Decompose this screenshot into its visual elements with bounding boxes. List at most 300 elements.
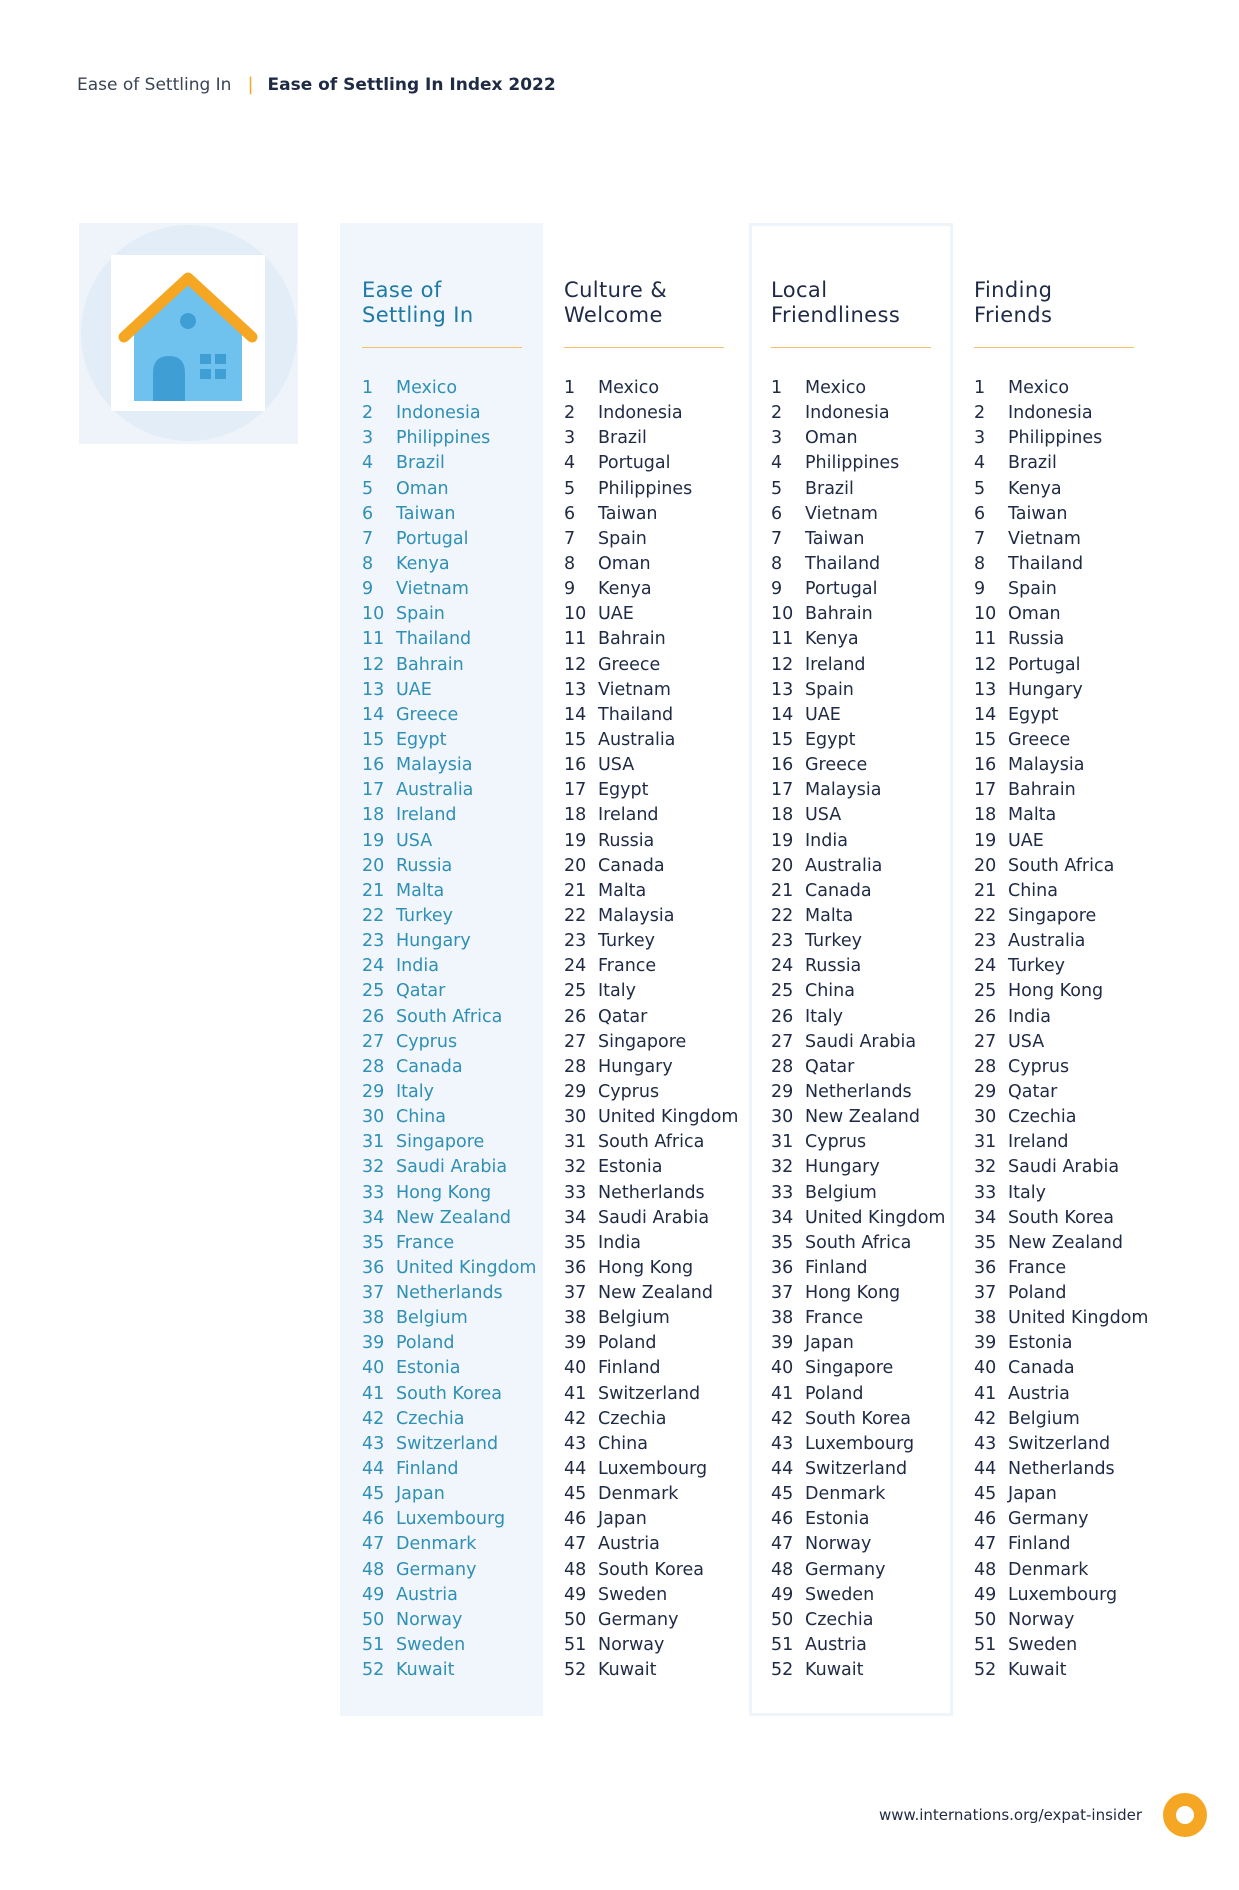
list-item [771, 451, 951, 476]
rank-number: 22 [564, 905, 587, 926]
divider [362, 347, 522, 348]
list-item [771, 1080, 951, 1105]
rank-number: 1 [771, 378, 783, 398]
country-name: Switzerland [805, 1459, 908, 1480]
list-item [974, 502, 1154, 527]
country-name: Turkey [396, 905, 453, 926]
country-name: UAE [598, 604, 634, 625]
rank-number: 49 [771, 1584, 794, 1605]
rank-number: 44 [771, 1459, 794, 1480]
country-name: Austria [598, 1534, 660, 1555]
list-item [771, 929, 951, 954]
country-name: Hong Kong [805, 1283, 901, 1304]
rank-number: 46 [771, 1509, 794, 1530]
rank-number: 20 [974, 855, 997, 876]
country-name: Belgium [598, 1308, 670, 1329]
country-name: Italy [805, 1006, 843, 1027]
country-name: Finland [598, 1358, 661, 1379]
country-name: Thailand [598, 704, 674, 725]
rank-number: 43 [564, 1433, 587, 1454]
rank-number: 8 [974, 553, 986, 574]
country-name: Thailand [805, 553, 881, 574]
country-name: Russia [598, 830, 655, 851]
rank-number: 25 [362, 981, 385, 1002]
list-item [974, 879, 1154, 904]
list-item [564, 1256, 744, 1281]
rank-number: 47 [362, 1534, 385, 1555]
country-name: Taiwan [396, 503, 456, 524]
country-name: Czechia [396, 1408, 465, 1429]
rank-number: 12 [974, 654, 997, 675]
country-name: Kenya [805, 629, 859, 650]
country-name: Belgium [805, 1182, 877, 1203]
country-name: Australia [1008, 931, 1086, 952]
country-name: Italy [396, 1081, 434, 1102]
list-item [771, 678, 951, 703]
ranking-list [771, 376, 951, 1683]
country-name: South Africa [805, 1232, 912, 1253]
list-item [362, 1306, 542, 1331]
list-item [362, 1231, 542, 1256]
rank-number: 12 [564, 654, 587, 675]
list-item [974, 904, 1154, 929]
rank-number: 3 [564, 428, 576, 449]
rank-number: 21 [564, 880, 587, 901]
rank-number: 35 [564, 1232, 587, 1253]
rank-number: 5 [771, 478, 783, 499]
list-item [362, 954, 542, 979]
rank-number: 13 [362, 679, 385, 700]
rank-number: 42 [362, 1408, 385, 1429]
list-item [564, 1206, 744, 1231]
list-item [974, 376, 1154, 401]
list-item [771, 1482, 951, 1507]
list-item [771, 1457, 951, 1482]
rank-number: 30 [564, 1107, 587, 1128]
internations-logo-icon [1162, 1792, 1208, 1838]
column-title: Local Friendliness [771, 278, 901, 327]
country-name: Hungary [1008, 679, 1083, 700]
list-item [771, 1558, 951, 1583]
rank-number: 1 [564, 378, 576, 398]
country-name: Poland [1008, 1283, 1067, 1304]
list-item [564, 552, 744, 577]
list-item [974, 602, 1154, 627]
rank-number: 11 [974, 629, 997, 650]
list-item [362, 979, 542, 1004]
rank-number: 37 [362, 1283, 385, 1304]
country-name: India [805, 830, 848, 851]
rank-number: 34 [362, 1207, 385, 1228]
rank-number: 36 [362, 1257, 385, 1278]
divider [564, 347, 724, 348]
list-item [974, 1608, 1154, 1633]
list-item [974, 1482, 1154, 1507]
country-name: Netherlands [598, 1182, 705, 1203]
list-item [974, 753, 1154, 778]
list-item [771, 627, 951, 652]
country-name: Finland [1008, 1534, 1071, 1555]
country-name: Egypt [598, 780, 649, 801]
rank-number: 41 [362, 1383, 385, 1404]
list-item [974, 1080, 1154, 1105]
rank-number: 6 [362, 503, 374, 524]
country-name: Poland [805, 1383, 864, 1404]
list-item [771, 1432, 951, 1457]
list-item [362, 1356, 542, 1381]
country-name: Portugal [805, 579, 878, 600]
rank-number: 24 [362, 956, 385, 977]
list-item [362, 502, 542, 527]
rank-number: 40 [974, 1358, 997, 1379]
list-item [564, 954, 744, 979]
rank-number: 28 [974, 1056, 997, 1077]
rank-number: 39 [974, 1333, 997, 1354]
list-item [974, 1407, 1154, 1432]
list-item [974, 552, 1154, 577]
rank-number: 4 [564, 453, 576, 474]
rank-number: 27 [362, 1031, 385, 1052]
rank-number: 23 [564, 931, 587, 952]
rank-number: 43 [362, 1433, 385, 1454]
list-item [362, 1658, 542, 1683]
column-title: Culture & Welcome [564, 278, 668, 327]
country-name: Germany [396, 1559, 477, 1580]
country-name: Vietnam [1008, 528, 1081, 549]
rank-number: 2 [771, 403, 783, 424]
list-item [564, 703, 744, 728]
rank-number: 3 [974, 428, 986, 449]
country-name: Germany [1008, 1509, 1089, 1530]
rank-number: 36 [564, 1257, 587, 1278]
rank-number: 47 [974, 1534, 997, 1555]
list-item [564, 1558, 744, 1583]
list-item [362, 602, 542, 627]
country-name: Brazil [396, 453, 445, 474]
list-item [974, 1281, 1154, 1306]
list-item [564, 401, 744, 426]
rank-number: 47 [771, 1534, 794, 1555]
rank-number: 11 [771, 629, 794, 650]
list-item [564, 1155, 744, 1180]
rank-number: 29 [564, 1081, 587, 1102]
list-item [771, 1532, 951, 1557]
country-name: Hungary [598, 1056, 673, 1077]
list-item [771, 1633, 951, 1658]
country-name: Belgium [396, 1308, 468, 1329]
rank-number: 9 [771, 579, 783, 600]
list-item [362, 1382, 542, 1407]
country-name: Cyprus [805, 1132, 867, 1153]
list-item [564, 426, 744, 451]
rank-number: 27 [771, 1031, 794, 1052]
rank-number: 33 [362, 1182, 385, 1203]
country-name: United Kingdom [1008, 1308, 1149, 1329]
country-name: Poland [396, 1333, 455, 1354]
list-item [362, 1331, 542, 1356]
country-name: Singapore [396, 1132, 485, 1153]
list-item [771, 1382, 951, 1407]
country-name: Bahrain [396, 654, 464, 675]
country-name: China [805, 981, 855, 1002]
country-name: Hungary [805, 1157, 880, 1178]
list-item [564, 1407, 744, 1432]
rank-number: 29 [362, 1081, 385, 1102]
country-name: Indonesia [396, 403, 481, 424]
rank-number: 35 [974, 1232, 997, 1253]
country-name: Netherlands [1008, 1459, 1115, 1480]
list-item [564, 778, 744, 803]
list-item [974, 803, 1154, 828]
country-name: Czechia [598, 1408, 667, 1429]
list-item [771, 477, 951, 502]
country-name: Canada [1008, 1358, 1075, 1379]
rank-number: 9 [974, 579, 986, 600]
list-item [564, 1356, 744, 1381]
country-name: Canada [598, 855, 665, 876]
list-item [771, 426, 951, 451]
list-item [564, 1181, 744, 1206]
list-item [362, 577, 542, 602]
country-name: South Africa [1008, 855, 1115, 876]
rank-number: 24 [771, 956, 794, 977]
list-item [564, 728, 744, 753]
list-item [974, 1356, 1154, 1381]
rank-number: 22 [771, 905, 794, 926]
rank-number: 36 [974, 1257, 997, 1278]
rank-number: 30 [974, 1107, 997, 1128]
list-item [974, 653, 1154, 678]
country-name: Luxembourg [805, 1433, 915, 1454]
country-name: Japan [396, 1484, 445, 1505]
country-name: Denmark [1008, 1559, 1089, 1580]
breadcrumb [77, 74, 556, 95]
list-item [974, 426, 1154, 451]
rank-number: 41 [771, 1383, 794, 1404]
footer-url[interactable]: www.internations.org/expat-insider [879, 1806, 1142, 1824]
country-name: Russia [396, 855, 453, 876]
list-item [564, 1331, 744, 1356]
country-name: South Africa [598, 1132, 705, 1153]
country-name: Singapore [805, 1358, 894, 1379]
country-name: Austria [396, 1584, 458, 1605]
country-name: UAE [805, 704, 841, 725]
list-item [974, 627, 1154, 652]
list-item [564, 1231, 744, 1256]
rank-number: 46 [362, 1509, 385, 1530]
country-name: Hungary [396, 931, 471, 952]
country-name: Taiwan [1008, 503, 1068, 524]
list-item [974, 1633, 1154, 1658]
country-name: Vietnam [396, 579, 469, 600]
list-item [974, 451, 1154, 476]
country-name: Hong Kong [598, 1257, 694, 1278]
list-item [974, 929, 1154, 954]
list-item [974, 1382, 1154, 1407]
list-item [771, 552, 951, 577]
rank-number: 50 [974, 1609, 997, 1630]
list-item [974, 1181, 1154, 1206]
rank-number: 6 [771, 503, 783, 524]
country-name: Switzerland [1008, 1433, 1111, 1454]
list-item [564, 1005, 744, 1030]
list-item [974, 1206, 1154, 1231]
rank-number: 26 [771, 1006, 794, 1027]
country-name: Estonia [1008, 1333, 1073, 1354]
rank-number: 11 [362, 629, 385, 650]
country-name: Poland [598, 1333, 657, 1354]
rank-number: 29 [974, 1081, 997, 1102]
column-title: Finding Friends [974, 278, 1053, 327]
rank-number: 45 [974, 1484, 997, 1505]
list-item [771, 1608, 951, 1633]
list-item [771, 1206, 951, 1231]
rank-number: 14 [362, 704, 385, 725]
rank-number: 13 [564, 679, 587, 700]
country-name: Oman [805, 428, 858, 449]
rank-number: 3 [362, 428, 374, 449]
rank-number: 18 [362, 805, 385, 826]
country-name: Saudi Arabia [598, 1207, 710, 1228]
country-name: Luxembourg [1008, 1584, 1118, 1605]
country-name: New Zealand [1008, 1232, 1123, 1253]
country-name: Finland [396, 1459, 459, 1480]
list-item [974, 401, 1154, 426]
rank-number: 31 [564, 1132, 587, 1153]
rank-number: 52 [362, 1660, 385, 1681]
rank-number: 34 [564, 1207, 587, 1228]
list-item [771, 1507, 951, 1532]
country-name: China [1008, 880, 1058, 901]
country-name: Cyprus [396, 1031, 458, 1052]
rank-number: 18 [974, 805, 997, 826]
country-name: South Korea [396, 1383, 503, 1404]
list-item [974, 1130, 1154, 1155]
list-item [974, 1532, 1154, 1557]
country-name: Oman [598, 553, 651, 574]
rank-number: 17 [974, 780, 997, 801]
rank-number: 10 [362, 604, 385, 625]
rank-number: 48 [564, 1559, 587, 1580]
rank-number: 52 [771, 1660, 794, 1681]
country-name: Kenya [598, 579, 652, 600]
rank-number: 13 [771, 679, 794, 700]
rank-number: 51 [564, 1635, 587, 1656]
list-item [564, 502, 744, 527]
country-name: Indonesia [598, 403, 683, 424]
country-name: Russia [1008, 629, 1065, 650]
country-name: Ireland [1008, 1132, 1069, 1153]
list-item [564, 829, 744, 854]
list-item [362, 1583, 542, 1608]
rank-number: 10 [564, 604, 587, 625]
country-name: South Korea [805, 1408, 912, 1429]
rank-number: 51 [974, 1635, 997, 1656]
list-item [771, 1658, 951, 1683]
rank-number: 25 [771, 981, 794, 1002]
section-label: Ease of Settling In [77, 74, 232, 95]
column-finding-friends [974, 278, 1154, 1683]
country-name: Kenya [1008, 478, 1062, 499]
country-name: Mexico [396, 378, 458, 398]
rank-number: 7 [974, 528, 986, 549]
list-item [362, 1030, 542, 1055]
rank-number: 19 [564, 830, 587, 851]
list-item [771, 1583, 951, 1608]
list-item [362, 803, 542, 828]
country-name: Kuwait [396, 1660, 455, 1681]
country-name: Canada [805, 880, 872, 901]
rank-number: 31 [362, 1132, 385, 1153]
list-item [974, 1105, 1154, 1130]
icon-panel [79, 223, 298, 444]
rank-number: 5 [974, 478, 986, 499]
list-item [362, 1432, 542, 1457]
list-item [974, 1583, 1154, 1608]
list-item [771, 1105, 951, 1130]
rank-number: 25 [564, 981, 587, 1002]
rank-number: 46 [974, 1509, 997, 1530]
list-item [362, 879, 542, 904]
country-name: France [396, 1232, 455, 1253]
rank-number: 20 [564, 855, 587, 876]
country-name: Taiwan [598, 503, 658, 524]
list-item [974, 1658, 1154, 1683]
rank-number: 41 [564, 1383, 587, 1404]
rank-number: 33 [974, 1182, 997, 1203]
rank-number: 23 [362, 931, 385, 952]
country-name: Germany [805, 1559, 886, 1580]
country-name: Greece [598, 654, 661, 675]
country-name: France [1008, 1257, 1067, 1278]
list-item [771, 527, 951, 552]
country-name: Greece [805, 755, 868, 776]
country-name: Belgium [1008, 1408, 1080, 1429]
country-name: UAE [396, 679, 432, 700]
list-item [564, 1130, 744, 1155]
country-name: Germany [598, 1609, 679, 1630]
list-item [771, 954, 951, 979]
rank-number: 9 [362, 579, 374, 600]
country-name: Sweden [598, 1584, 668, 1605]
rank-number: 26 [362, 1006, 385, 1027]
country-name: Czechia [805, 1609, 874, 1630]
country-name: Mexico [598, 378, 660, 398]
list-item [362, 1532, 542, 1557]
country-name: Saudi Arabia [396, 1157, 508, 1178]
list-item [974, 778, 1154, 803]
country-name: Philippines [598, 478, 693, 499]
country-name: Turkey [1008, 956, 1065, 977]
list-item [564, 1306, 744, 1331]
rank-number: 19 [974, 830, 997, 851]
country-name: Saudi Arabia [1008, 1157, 1120, 1178]
rank-number: 17 [564, 780, 587, 801]
list-item [771, 653, 951, 678]
rank-number: 28 [362, 1056, 385, 1077]
ranking-list [362, 376, 542, 1683]
list-item [974, 728, 1154, 753]
list-item [362, 1482, 542, 1507]
rank-number: 36 [771, 1257, 794, 1278]
country-name: Kuwait [1008, 1660, 1067, 1681]
rank-number: 48 [974, 1559, 997, 1580]
list-item [771, 502, 951, 527]
rank-number: 21 [362, 880, 385, 901]
country-name: Mexico [1008, 378, 1070, 398]
country-name: Indonesia [805, 403, 890, 424]
country-name: Singapore [598, 1031, 687, 1052]
